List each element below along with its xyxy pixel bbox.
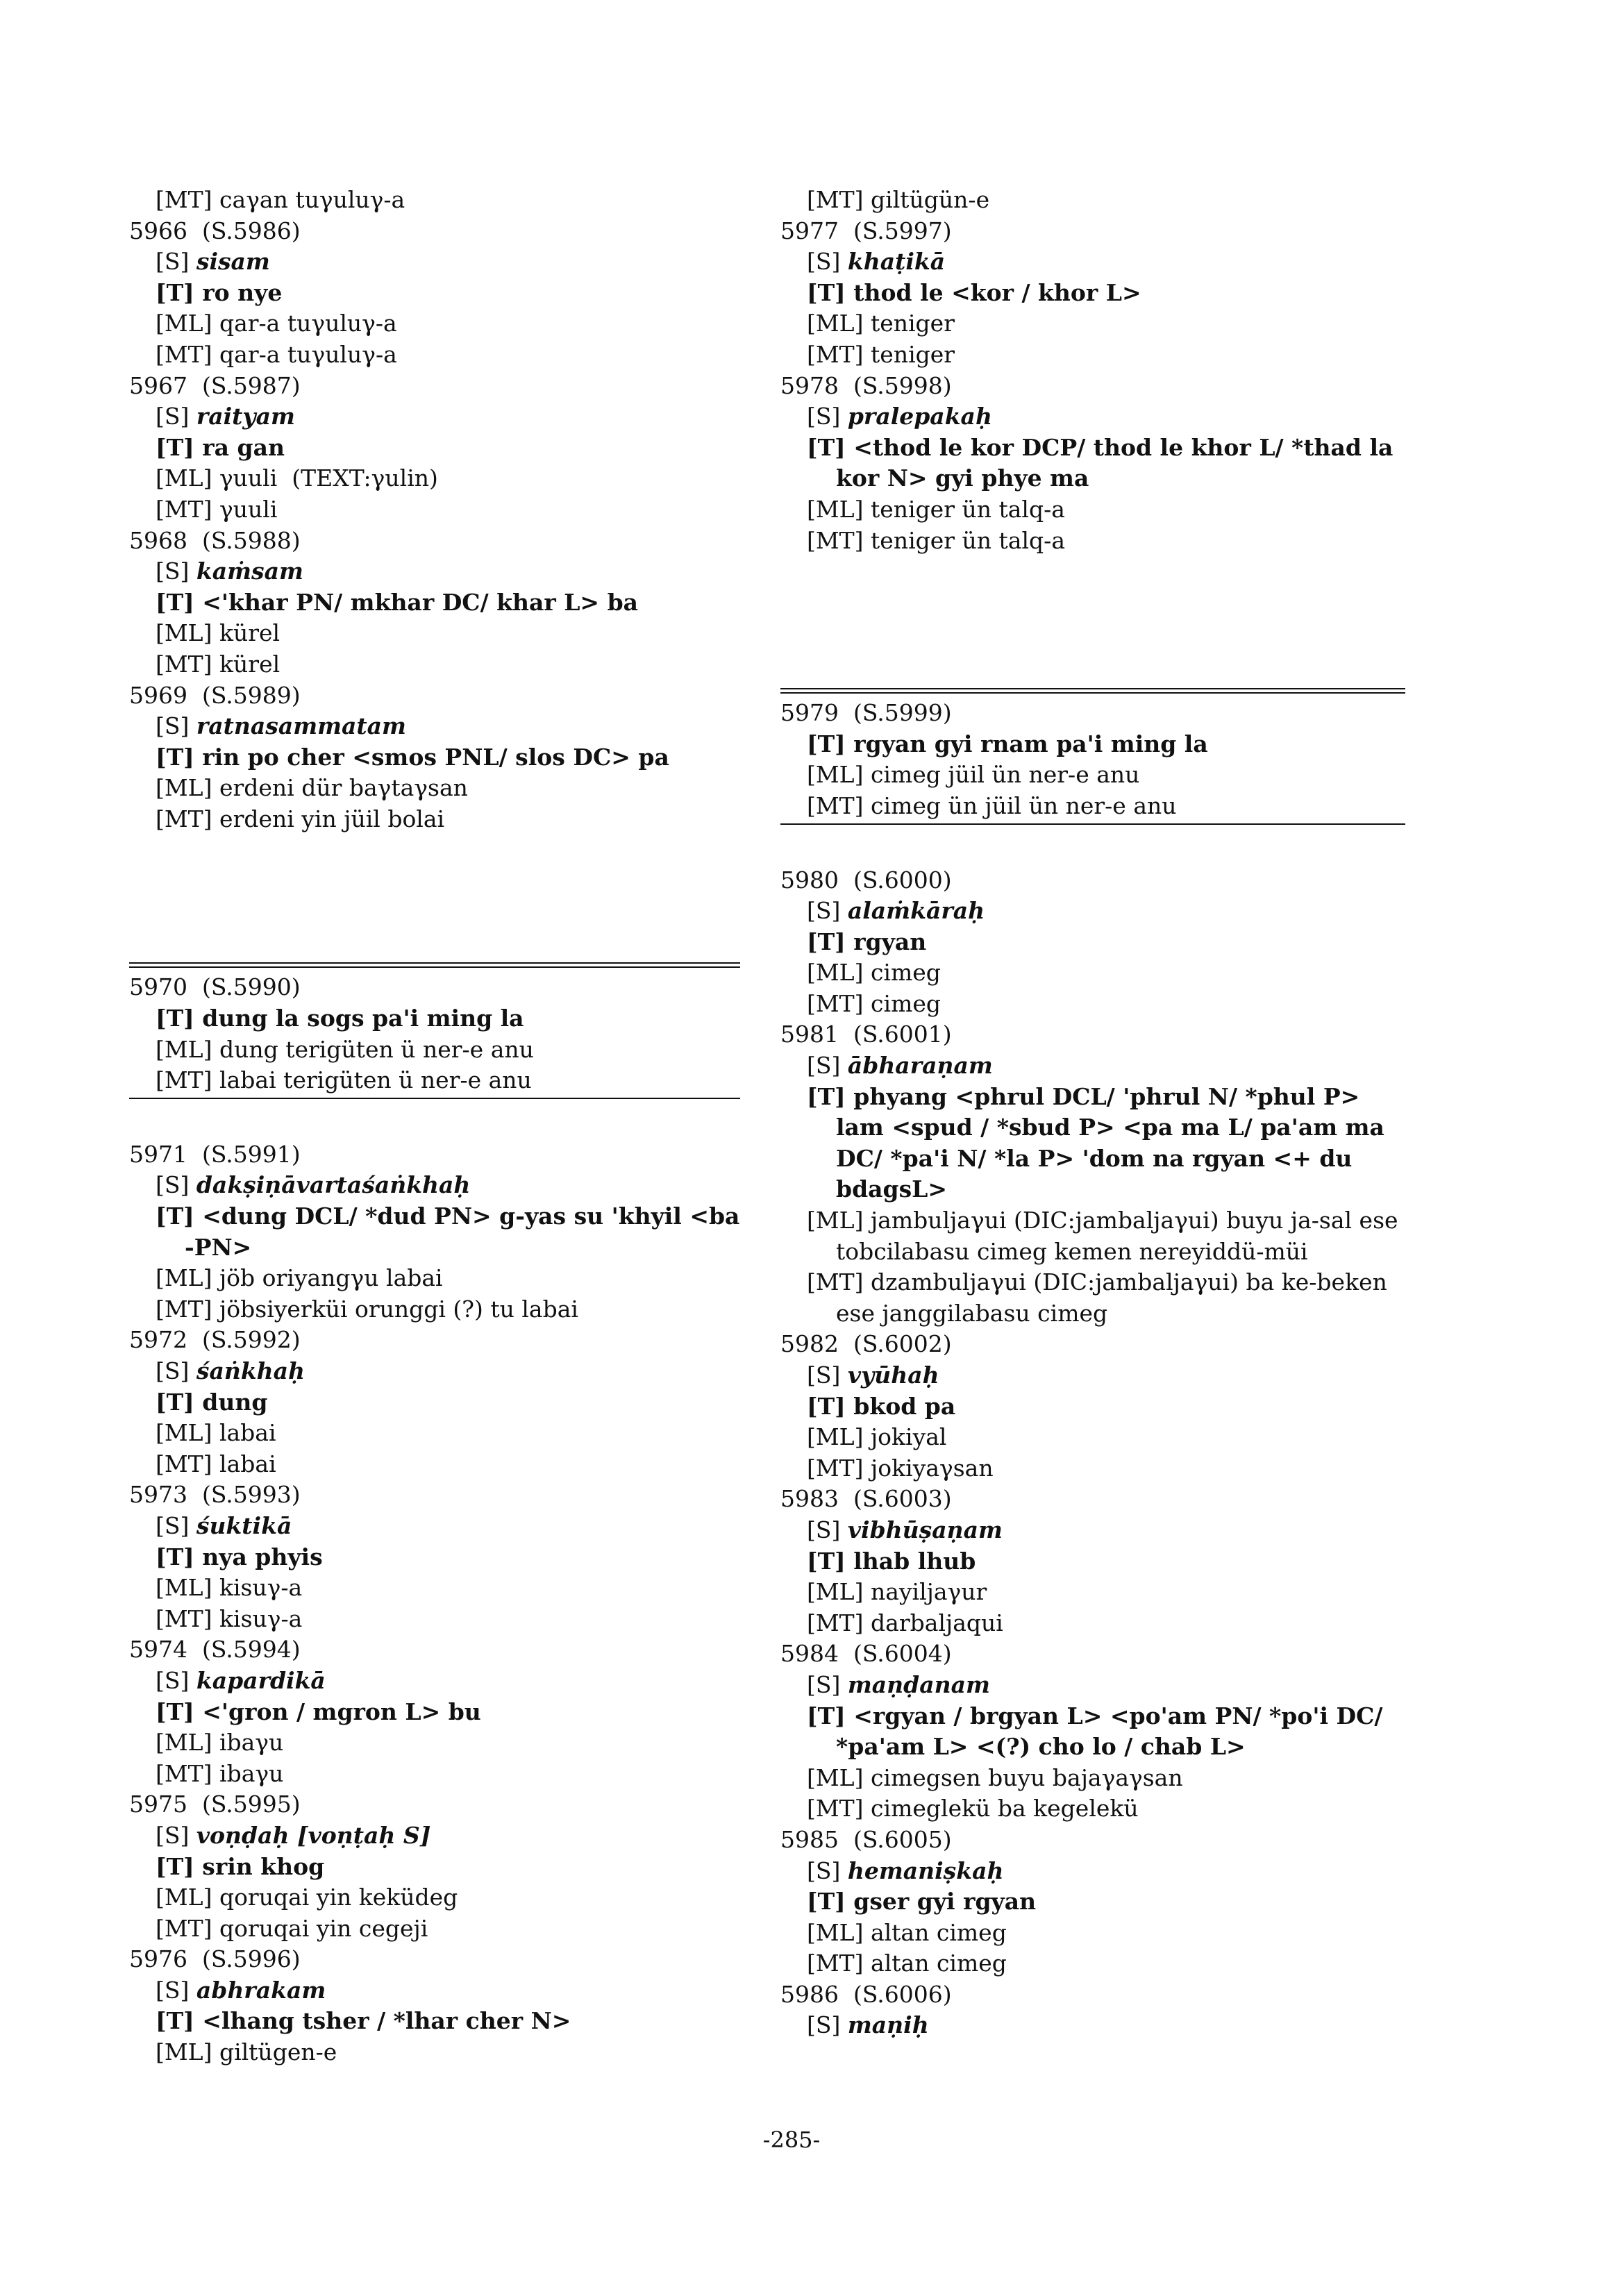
entry-line: [MT] giltügün-e: [807, 186, 990, 213]
entry-line: [T] <'khar PN/ mkhar DC/ khar L> ba: [156, 588, 639, 616]
entry-line: [MT] ibaγu: [156, 1759, 284, 1787]
entry-line: [MT] teniger: [807, 340, 955, 368]
entry-line: [MT] kisuγ-a: [156, 1604, 303, 1632]
entry-line: [MT] cimeglekü ba kegelekü: [807, 1795, 1139, 1822]
entry-number: 5986 (S.6006): [780, 1980, 952, 2008]
entry-line: [T] bkod pa: [807, 1392, 956, 1420]
sanskrit-term: sisam: [196, 248, 270, 276]
sanskrit-term: vyūhaḥ: [847, 1361, 939, 1389]
entry-number: 5974 (S.5994): [129, 1636, 301, 1664]
field-label: [S]: [156, 248, 196, 276]
sanskrit-entry: [780, 401, 1405, 433]
sanskrit-term: śaṅkhaḥ: [196, 1357, 305, 1384]
entry-line: [ML] cimegsen buyu bajaγaγsan: [807, 1763, 1183, 1791]
field-label: [S]: [156, 1666, 196, 1694]
field-label: [S]: [807, 897, 848, 925]
entry-line: [MT] cimeg: [807, 989, 941, 1017]
entry-line: [MT] caγan tuγuluγ-a: [156, 186, 405, 213]
sanskrit-entry: [129, 711, 740, 742]
field-label: [S]: [156, 712, 196, 740]
sanskrit-term: hemaniṣkaḥ: [847, 1857, 1004, 1884]
sanskrit-entry: [129, 1820, 740, 1852]
entry-line: [MT] jokiyaγsan: [807, 1454, 994, 1482]
entry-number: 5978 (S.5998): [780, 371, 952, 399]
entry-line: [T] dung: [156, 1388, 268, 1416]
entry-line: [MT] labai: [156, 1450, 276, 1477]
entry-line: [MT] darbaljaqui: [807, 1609, 1003, 1636]
entry-number: 5977 (S.5997): [780, 217, 952, 244]
sanskrit-term: pralepakaḥ: [847, 403, 992, 430]
sanskrit-term: kapardikā: [196, 1666, 326, 1694]
right-entries-block-3: [780, 865, 1405, 2042]
entry-line: [T] nya phyis: [156, 1543, 323, 1570]
entry-number: 5981 (S.6001): [780, 1021, 952, 1048]
entry-line: [MT] erdeni yin jüil bolai: [156, 805, 445, 832]
sanskrit-term: maṇiḥ: [847, 2011, 929, 2039]
entry-line: [T] gser gyi rgyan: [807, 1888, 1037, 1916]
right-column: [780, 185, 1405, 2041]
sanskrit-entry: [129, 1170, 740, 1201]
left-entries-block-1: [129, 185, 740, 835]
sanskrit-term: alaṁkāraḥ: [847, 897, 985, 925]
entry-number: 5980 (S.6000): [780, 866, 952, 894]
sanskrit-entry: [129, 1666, 740, 1697]
entry-line: [T] ro nye: [156, 278, 283, 306]
sanskrit-entry: [780, 1360, 1405, 1391]
entry-line: [MT] teniger ün talq-a: [807, 526, 1065, 554]
sanskrit-term: maṇḍanam: [847, 1670, 990, 1698]
entry-line: [T] <lhang tsher / *lhar cher N>: [156, 2007, 571, 2035]
entry-number: 5983 (S.6003): [780, 1485, 952, 1513]
sanskrit-entry: [780, 1515, 1405, 1546]
sanskrit-entry: [780, 1050, 1405, 1082]
entry-number: 5968 (S.5988): [129, 526, 301, 554]
entry-line: [MT] qar-a tuγuluγ-a: [156, 340, 397, 368]
entry-line: [T] srin khog: [156, 1852, 325, 1880]
sanskrit-entry: [780, 2010, 1405, 2041]
left-section-heading-block: [129, 972, 740, 1096]
entry-line: [T] rgyan gyi rnam pa'i ming la: [807, 730, 1208, 757]
entry-line: [ML] kisuγ-a: [156, 1574, 303, 1602]
entry-number: 5972 (S.5992): [129, 1326, 301, 1354]
sanskrit-entry: [780, 1670, 1405, 1701]
sanskrit-entry: [129, 246, 740, 278]
entry-number: 5975 (S.5995): [129, 1791, 301, 1818]
entry-line: [ML] γuuli (TEXT:γulin): [156, 464, 438, 492]
entry-line: [ML] teniger ün talq-a: [807, 495, 1065, 523]
field-label: [S]: [156, 1976, 196, 2004]
entry-line: [ML] jöb oriyangγu labai: [156, 1264, 443, 1292]
entry-number: 5976 (S.5996): [129, 1945, 301, 1973]
entry-line: [T] ra gan: [156, 433, 285, 461]
entry-number: 5971 (S.5991): [129, 1140, 301, 1168]
entry-line: [T] lhab lhub: [807, 1547, 976, 1575]
entry-line: [MT] γuuli: [156, 495, 278, 523]
entry-line: [MT] kürel: [156, 650, 281, 678]
sanskrit-term: vibhūṣaṇam: [847, 1516, 1003, 1543]
field-label: [S]: [807, 1052, 848, 1080]
field-label: [S]: [807, 403, 848, 430]
entry-line: [T] <'gron / mgron L> bu: [156, 1698, 481, 1725]
entry-line: [T] <dung DCL/ *dud PN> g-yas su 'khyil <ba -PN>: [156, 1203, 740, 1261]
sanskrit-entry: [129, 1975, 740, 2006]
entry-line: [MT] cimeg ün jüil ün ner-e anu: [807, 791, 1177, 819]
entry-line: [T] <rgyan / brgyan L> <po'am PN/ *po'i DC/ *pa'am L> <(?) cho lo / chab L>: [807, 1702, 1383, 1761]
entry-line: [ML] jokiyal: [807, 1423, 947, 1451]
field-label: [S]: [807, 2011, 848, 2039]
entry-line: [ML] dung terigüten ü ner-e anu: [156, 1035, 534, 1063]
right-entries-block-1: [780, 185, 1405, 556]
entry-line: [T] thod le <kor / khor L>: [807, 278, 1141, 306]
sanskrit-term: khaṭikā: [847, 248, 946, 276]
sanskrit-term: abhrakam: [196, 1976, 326, 2004]
field-label: [S]: [156, 1821, 196, 1849]
entry-line: [MT] qoruqai yin cegeji: [156, 1914, 428, 1942]
sanskrit-entry: [129, 556, 740, 587]
entry-line: [ML] qoruqai yin keküdeg: [156, 1884, 458, 1911]
page-number: -285-: [762, 2127, 821, 2153]
sanskrit-term: kaṁsam: [196, 558, 303, 585]
entry-line: [ML] qar-a tuγuluγ-a: [156, 310, 397, 337]
field-label: [S]: [807, 248, 848, 276]
entry-number: 5979 (S.5999): [780, 699, 952, 727]
sanskrit-entry: [129, 1511, 740, 1542]
sanskrit-entry: [780, 896, 1405, 927]
left-column: [129, 185, 740, 2068]
entry-line: [ML] cimeg jüil ün ner-e anu: [807, 761, 1140, 789]
sanskrit-entry: [780, 1856, 1405, 1887]
entry-line: [ML] cimeg: [807, 959, 941, 987]
section-divider: [129, 962, 740, 968]
entry-line: [ML] jambuljaγui (DIC:jambaljaγui) buyu ja-sal ese tobcilabasu cimeg kemen nereyiddü-müi: [807, 1207, 1398, 1265]
entry-number: 5982 (S.6002): [780, 1330, 952, 1358]
entry-line: [ML] labai: [156, 1419, 276, 1447]
sanskrit-term: ratnasammatam: [196, 712, 406, 740]
entry-line: [T] rgyan: [807, 928, 927, 955]
field-label: [S]: [807, 1361, 848, 1389]
sanskrit-term: voṇḍaḥ [voṇṭaḥ S]: [196, 1821, 431, 1849]
entry-number: 5967 (S.5987): [129, 371, 301, 399]
entry-line: [T] rin po cher <smos PNL/ slos DC> pa: [156, 743, 669, 771]
entry-line: [MT] dzambuljaγui (DIC:jambaljaγui) ba ke-beken ese janggilabasu cimeg: [807, 1268, 1387, 1327]
field-label: [S]: [156, 1357, 196, 1384]
entry-line: [MT] jöbsiyerküi orunggi (?) tu labai: [156, 1295, 578, 1323]
entry-number: 5973 (S.5993): [129, 1481, 301, 1509]
entry-line: [T] dung la sogs pa'i ming la: [156, 1005, 524, 1032]
entry-line: [ML] teniger: [807, 310, 955, 337]
entry-number: 5970 (S.5990): [129, 973, 301, 1001]
left-entries-block-3: [129, 1139, 740, 2068]
entry-line: [ML] kürel: [156, 619, 281, 647]
sanskrit-entry: [129, 401, 740, 433]
field-label: [S]: [156, 1511, 196, 1539]
sanskrit-term: dakṣiṇāvartaśaṅkhaḥ: [196, 1171, 471, 1199]
entry-line: [ML] ibaγu: [156, 1729, 284, 1757]
entry-line: [MT] altan cimeg: [807, 1950, 1007, 1977]
entry-number: 5984 (S.6004): [780, 1640, 952, 1668]
field-label: [S]: [807, 1670, 848, 1698]
sanskrit-entry: [780, 246, 1405, 278]
entry-line: [T] <thod le kor DCP/ thod le khor L/ *thad la kor N> gyi phye ma: [807, 433, 1393, 492]
entry-number: 5969 (S.5989): [129, 681, 301, 709]
field-label: [S]: [156, 558, 196, 585]
field-label: [S]: [807, 1516, 848, 1543]
entry-line: [T] phyang <phrul DCL/ 'phrul N/ *phul P> lam <spud / *sbud P> <pa ma L/ pa'am ma DC/ *pa'i N/ *la P> 'dom na rgyan <+ du bdagsL>: [807, 1082, 1384, 1203]
entry-line: [MT] labai terigüten ü ner-e anu: [156, 1066, 532, 1094]
field-label: [S]: [156, 1171, 196, 1199]
entry-line: [ML] giltügen-e: [156, 2038, 337, 2066]
entry-number: 5985 (S.6005): [780, 1825, 952, 1853]
sanskrit-term: śuktikā: [196, 1511, 292, 1539]
sanskrit-term: raityam: [196, 403, 295, 430]
sanskrit-term: ābharaṇam: [847, 1052, 993, 1080]
field-label: [S]: [156, 403, 196, 430]
entry-line: [ML] altan cimeg: [807, 1918, 1007, 1946]
field-label: [S]: [807, 1857, 848, 1884]
section-divider: [780, 688, 1405, 694]
entry-number: 5966 (S.5986): [129, 217, 301, 244]
sanskrit-entry: [129, 1356, 740, 1387]
entry-line: [ML] erdeni dür baγtaγsan: [156, 774, 468, 802]
entry-line: [ML] nayiljaγur: [807, 1578, 987, 1606]
right-section-heading-block: [780, 698, 1405, 821]
